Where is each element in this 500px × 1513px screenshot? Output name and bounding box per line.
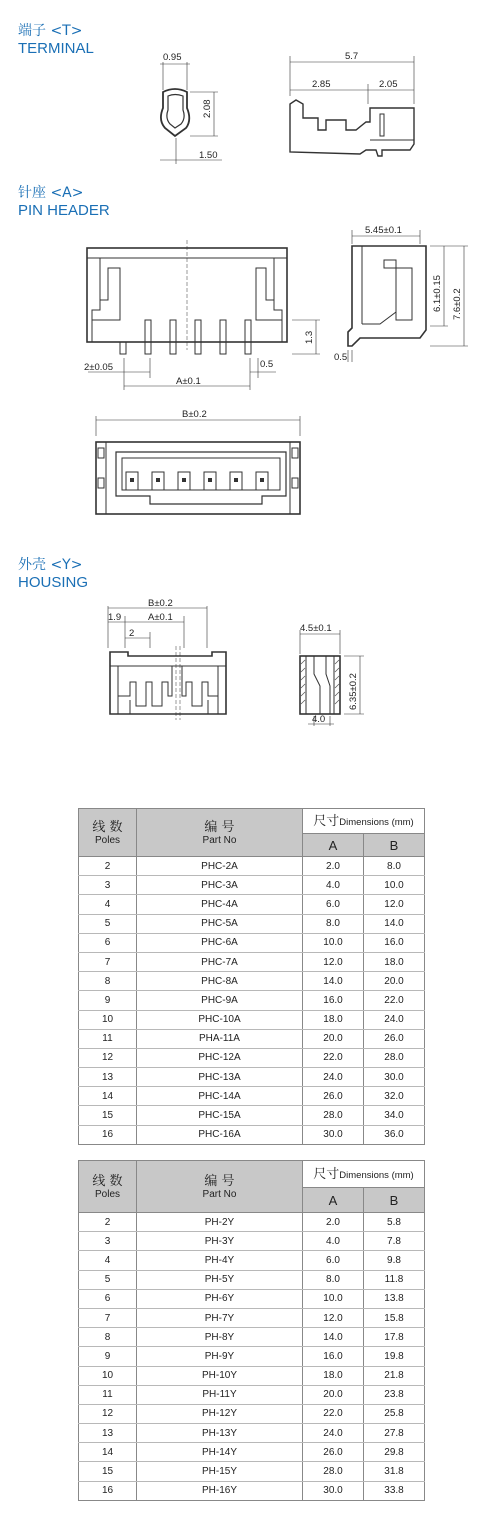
housing-table [78, 1160, 425, 1501]
part-header-cn: 编 号 [204, 1173, 235, 1189]
poles-cell: 8 [79, 972, 137, 991]
dim-pin-a: A±0.1 [176, 376, 201, 387]
dim-terminal-width: 0.95 [163, 52, 182, 63]
housing-drawing [0, 596, 500, 736]
dim-b-cell: 23.8 [364, 1385, 425, 1404]
dim-b-cell: 25.8 [364, 1404, 425, 1423]
dim-a-cell: 12.0 [303, 952, 364, 971]
dim-pin-height-inner: 6.1±0.15 [432, 275, 443, 312]
dim-b-cell: 33.8 [364, 1481, 425, 1500]
dim-b-cell: 5.8 [364, 1213, 425, 1232]
dim-a-cell: 26.0 [303, 1087, 364, 1106]
dim-b-cell: 26.0 [364, 1029, 425, 1048]
part-no-cell: PH-5Y [137, 1270, 303, 1289]
dim-housing-depth: 4.5±0.1 [300, 623, 332, 634]
table-row [79, 1029, 425, 1048]
table-row [79, 1270, 425, 1289]
dim-pin-height-total: 7.6±0.2 [452, 288, 463, 320]
dim-pin-pitch: 2±0.05 [84, 362, 113, 373]
poles-cell: 15 [79, 1106, 137, 1125]
dim-terminal-left: 2.85 [312, 79, 331, 90]
part-no-cell: PHC-4A [137, 895, 303, 914]
part-no-cell: PH-9Y [137, 1347, 303, 1366]
dim-a-cell: 12.0 [303, 1308, 364, 1327]
table-row [79, 1048, 425, 1067]
part-no-cell: PHC-6A [137, 933, 303, 952]
poles-cell: 6 [79, 933, 137, 952]
poles-header-cn: 线 数 [92, 819, 123, 835]
poles-cell: 9 [79, 991, 137, 1010]
table-row [79, 1308, 425, 1327]
poles-header-cn: 线 数 [92, 1173, 123, 1189]
col-a-header: A [303, 1188, 364, 1213]
part-no-cell: PHC-10A [137, 1010, 303, 1029]
dim-housing-pitch: 2 [129, 628, 135, 639]
dim-a-cell: 10.0 [303, 1289, 364, 1308]
table-row [79, 1385, 425, 1404]
pin-header-title [18, 184, 110, 220]
dim-a-cell: 16.0 [303, 991, 364, 1010]
poles-cell: 5 [79, 1270, 137, 1289]
table-row [79, 1213, 425, 1232]
table-row [79, 972, 425, 991]
part-header [137, 1161, 303, 1213]
poles-header-en: Poles [94, 1188, 120, 1200]
table-row [79, 1289, 425, 1308]
table-row [79, 1404, 425, 1423]
table-row [79, 857, 425, 876]
poles-cell: 14 [79, 1087, 137, 1106]
dim-pin-length: 1.3 [304, 330, 315, 344]
table-row [79, 1125, 425, 1144]
table-row [79, 1481, 425, 1500]
dim-a-cell: 20.0 [303, 1029, 364, 1048]
dim-a-cell: 30.0 [303, 1125, 364, 1144]
poles-header-en: Poles [94, 834, 120, 846]
dimensions-header-en: Dimensions (mm) [339, 816, 414, 828]
dim-housing-bottom: 4.0 [312, 714, 326, 725]
dim-a-cell: 16.0 [303, 1347, 364, 1366]
table-row [79, 914, 425, 933]
poles-cell: 8 [79, 1328, 137, 1347]
dim-a-cell: 20.0 [303, 1385, 364, 1404]
poles-cell: 6 [79, 1289, 137, 1308]
part-header-cn: 编 号 [204, 819, 235, 835]
dim-b-cell: 9.8 [364, 1251, 425, 1270]
dim-b-cell: 16.0 [364, 933, 425, 952]
dim-a-cell: 8.0 [303, 914, 364, 933]
dim-terminal-height: 2.08 [202, 99, 213, 118]
table-row [79, 1328, 425, 1347]
dim-b-cell: 32.0 [364, 1087, 425, 1106]
dim-housing-height: 6.35±0.2 [348, 673, 359, 710]
dim-pin-b: B±0.2 [182, 409, 207, 420]
dim-b-cell: 22.0 [364, 991, 425, 1010]
dimensions-header-en: Dimensions (mm) [339, 1169, 414, 1181]
dim-a-cell: 2.0 [303, 857, 364, 876]
dim-a-cell: 2.0 [303, 1213, 364, 1232]
part-no-cell: PH-11Y [137, 1385, 303, 1404]
dim-a-cell: 6.0 [303, 895, 364, 914]
dim-b-cell: 24.0 [364, 1010, 425, 1029]
part-no-cell: PH-7Y [137, 1308, 303, 1327]
dim-housing-a: A±0.1 [148, 612, 173, 623]
part-no-cell: PH-14Y [137, 1443, 303, 1462]
poles-cell: 14 [79, 1443, 137, 1462]
dim-a-cell: 4.0 [303, 1232, 364, 1251]
table-row [79, 1106, 425, 1125]
part-no-cell: PHC-2A [137, 857, 303, 876]
housing-table-body [79, 1213, 425, 1501]
housing-title [18, 556, 88, 592]
dim-pin-depth: 5.45±0.1 [365, 225, 402, 236]
pin-header-drawing [0, 220, 500, 530]
part-no-cell: PH-12Y [137, 1404, 303, 1423]
housing-title-cn: 外壳 <Y> [18, 557, 83, 573]
part-no-cell: PHC-14A [137, 1087, 303, 1106]
poles-cell: 11 [79, 1029, 137, 1048]
dim-a-cell: 22.0 [303, 1404, 364, 1423]
pin-header-title-en: PIN HEADER [18, 202, 110, 219]
part-no-cell: PH-15Y [137, 1462, 303, 1481]
table-row [79, 991, 425, 1010]
dim-b-cell: 20.0 [364, 972, 425, 991]
dim-b-cell: 7.8 [364, 1232, 425, 1251]
dim-a-cell: 22.0 [303, 1048, 364, 1067]
dim-b-cell: 8.0 [364, 857, 425, 876]
dim-b-cell: 17.8 [364, 1328, 425, 1347]
dim-terminal-right: 2.05 [379, 79, 398, 90]
dim-a-cell: 28.0 [303, 1106, 364, 1125]
poles-header [79, 809, 137, 857]
poles-header [79, 1161, 137, 1213]
poles-cell: 7 [79, 1308, 137, 1327]
terminal-title-cn: 端子 <T> [18, 23, 83, 39]
dim-a-cell: 4.0 [303, 876, 364, 895]
dim-b-cell: 15.8 [364, 1308, 425, 1327]
dim-a-cell: 14.0 [303, 1328, 364, 1347]
poles-cell: 3 [79, 1232, 137, 1251]
pin-header-table [78, 808, 425, 1145]
poles-cell: 12 [79, 1048, 137, 1067]
poles-cell: 15 [79, 1462, 137, 1481]
poles-cell: 7 [79, 952, 137, 971]
poles-cell: 2 [79, 1213, 137, 1232]
dim-pin-tail: 0.5 [260, 359, 274, 370]
poles-cell: 3 [79, 876, 137, 895]
dim-b-cell: 19.8 [364, 1347, 425, 1366]
dim-b-cell: 28.0 [364, 1048, 425, 1067]
poles-cell: 10 [79, 1366, 137, 1385]
dim-b-cell: 13.8 [364, 1289, 425, 1308]
part-no-cell: PH-10Y [137, 1366, 303, 1385]
poles-cell: 4 [79, 1251, 137, 1270]
terminal-drawing [0, 0, 500, 180]
poles-cell: 16 [79, 1481, 137, 1500]
table-row [79, 876, 425, 895]
part-no-cell: PH-13Y [137, 1424, 303, 1443]
dim-a-cell: 10.0 [303, 933, 364, 952]
dim-b-cell: 21.8 [364, 1366, 425, 1385]
poles-cell: 9 [79, 1347, 137, 1366]
col-b-header: B [364, 834, 425, 857]
dim-b-cell: 36.0 [364, 1125, 425, 1144]
dimensions-header-cn: 尺寸 [313, 813, 340, 829]
part-no-cell: PHC-3A [137, 876, 303, 895]
table-row [79, 1443, 425, 1462]
dim-a-cell: 8.0 [303, 1270, 364, 1289]
part-no-cell: PHC-5A [137, 914, 303, 933]
part-no-cell: PHC-15A [137, 1106, 303, 1125]
dim-terminal-total: 5.7 [345, 51, 359, 62]
dim-b-cell: 34.0 [364, 1106, 425, 1125]
dim-a-cell: 6.0 [303, 1251, 364, 1270]
dim-a-cell: 14.0 [303, 972, 364, 991]
dim-a-cell: 28.0 [303, 1462, 364, 1481]
table-row [79, 933, 425, 952]
terminal-title-en: TERMINAL [18, 40, 94, 57]
part-no-cell: PHC-16A [137, 1125, 303, 1144]
part-no-cell: PH-6Y [137, 1289, 303, 1308]
poles-cell: 2 [79, 857, 137, 876]
part-no-cell: PHC-8A [137, 972, 303, 991]
poles-cell: 5 [79, 914, 137, 933]
dimensions-header [303, 809, 425, 834]
table-row [79, 1251, 425, 1270]
dim-b-cell: 10.0 [364, 876, 425, 895]
pin-header-table-body [79, 857, 425, 1145]
dim-pin-side: 0.5 [334, 352, 348, 363]
col-b-header: B [364, 1188, 425, 1213]
part-no-cell: PH-16Y [137, 1481, 303, 1500]
poles-cell: 16 [79, 1125, 137, 1144]
table-row [79, 1366, 425, 1385]
part-no-cell: PH-3Y [137, 1232, 303, 1251]
housing-title-en: HOUSING [18, 574, 89, 591]
dimensions-header [303, 1161, 425, 1188]
dim-a-cell: 18.0 [303, 1366, 364, 1385]
dim-b-cell: 27.8 [364, 1424, 425, 1443]
poles-cell: 13 [79, 1424, 137, 1443]
dimensions-header-cn: 尺寸 [313, 1166, 340, 1182]
part-header-en: Part No [202, 1188, 237, 1200]
part-no-cell: PHC-12A [137, 1048, 303, 1067]
dim-b-cell: 31.8 [364, 1462, 425, 1481]
table-row [79, 952, 425, 971]
part-no-cell: PHC-9A [137, 991, 303, 1010]
dim-b-cell: 30.0 [364, 1068, 425, 1087]
dim-a-cell: 24.0 [303, 1068, 364, 1087]
part-no-cell: PHC-7A [137, 952, 303, 971]
dim-b-cell: 11.8 [364, 1270, 425, 1289]
part-header-en: Part No [202, 834, 237, 846]
dim-b-cell: 18.0 [364, 952, 425, 971]
part-header [137, 809, 303, 857]
poles-cell: 10 [79, 1010, 137, 1029]
dim-a-cell: 24.0 [303, 1424, 364, 1443]
dim-b-cell: 12.0 [364, 895, 425, 914]
table-row [79, 1087, 425, 1106]
pin-header-title-cn: 针座 <A> [18, 185, 84, 201]
col-a-header: A [303, 834, 364, 857]
table-row [79, 1010, 425, 1029]
part-no-cell: PH-8Y [137, 1328, 303, 1347]
part-no-cell: PHC-13A [137, 1068, 303, 1087]
dim-b-cell: 14.0 [364, 914, 425, 933]
table-row [79, 1424, 425, 1443]
poles-cell: 11 [79, 1385, 137, 1404]
dim-housing-b: B±0.2 [148, 598, 173, 609]
dim-terminal-bottom: 1.50 [199, 150, 218, 161]
poles-cell: 12 [79, 1404, 137, 1423]
table-row [79, 1232, 425, 1251]
dim-a-cell: 18.0 [303, 1010, 364, 1029]
dim-a-cell: 26.0 [303, 1443, 364, 1462]
poles-cell: 4 [79, 895, 137, 914]
table-row [79, 1347, 425, 1366]
part-no-cell: PHA-11A [137, 1029, 303, 1048]
table-row [79, 1068, 425, 1087]
table-row [79, 895, 425, 914]
table-row [79, 1462, 425, 1481]
poles-cell: 13 [79, 1068, 137, 1087]
dim-b-cell: 29.8 [364, 1443, 425, 1462]
part-no-cell: PH-2Y [137, 1213, 303, 1232]
dim-housing-edge: 1.9 [108, 612, 122, 623]
part-no-cell: PH-4Y [137, 1251, 303, 1270]
dim-a-cell: 30.0 [303, 1481, 364, 1500]
